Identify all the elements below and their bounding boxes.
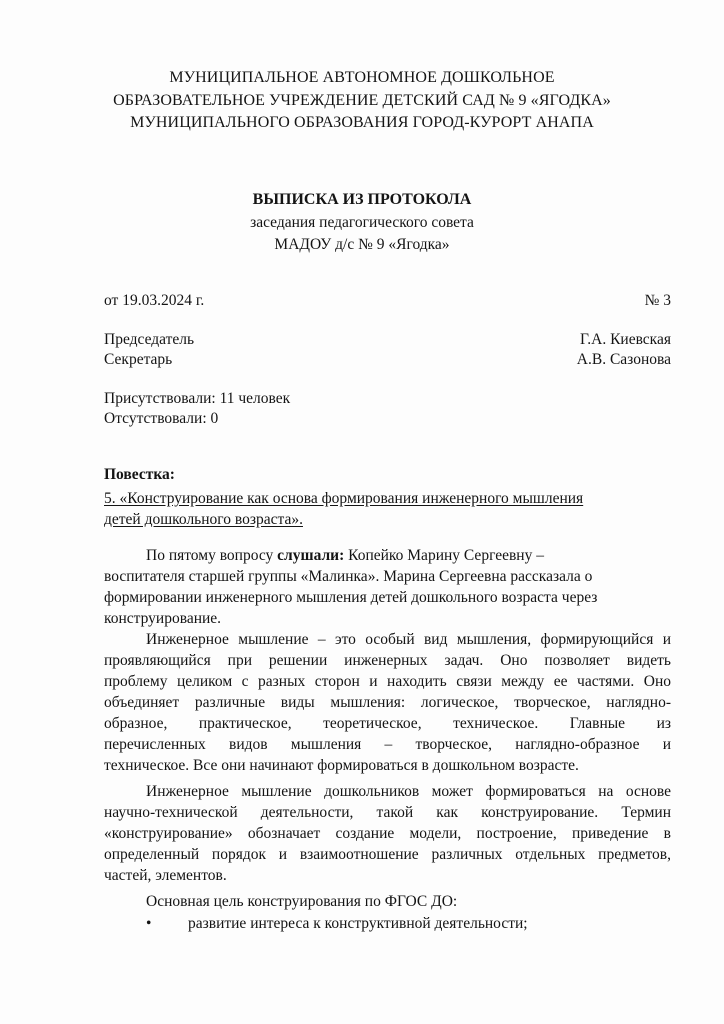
attendance-absent: Отсутствовали: 0 [104,410,219,427]
paragraph-2-line-5: образное, практическое, теоретическое, техническое. Главные из [104,715,671,732]
bullet-marker: • [146,915,152,932]
paragraph-1-rest: Копейко Марину Сергеевну – [344,547,544,564]
paragraph-2-line-2: проявляющийся при решении инженерных задач. Оно позволяет видеть [104,652,671,669]
agenda-item-line-1: 5. «Конструирование как основа формирования инженерного мышления [104,490,584,507]
chair-name: Г.А. Киевская [580,331,671,348]
paragraph-1-line-2: воспитателя старшей группы «Малинка». Марина Сергеевна рассказала о [104,568,593,585]
paragraph-1-line-4: конструирование. [104,610,222,627]
paragraph-3-line-4: определенный порядок и взаимоотношение различных отдельных предметов, [104,846,671,863]
paragraph-1-bold: слушали: [277,547,345,564]
paragraph-3-line-5: частей, элементов. [104,867,227,884]
attendance-present: Присутствовали: 11 человек [104,390,291,407]
secretary-name: А.В. Сазонова [576,351,671,368]
chair-role: Председатель [104,331,195,348]
paragraph-2-line-3: проблему целиком с разных сторон и находить связи между ее частями. Оно [104,673,671,690]
agenda-heading: Повестка: [104,466,175,483]
paragraph-2-line-7: техническое. Все они начинают формироваться в дошкольном возрасте. [104,757,579,774]
paragraph-3-line-2: научно-технической деятельности, такой как конструирование. Термин [104,804,671,821]
secretary-role: Секретарь [104,351,173,368]
paragraph-2-line-4: объединяет различные виды мышления: логическое, творческое, наглядно- [104,694,671,711]
org-name-line-2: ОБРАЗОВАТЕЛЬНОЕ УЧРЕЖДЕНИЕ ДЕТСКИЙ САД № 9 «ЯГОДКА» [113,92,611,109]
protocol-date: от 19.03.2024 г. [104,292,205,309]
paragraph-1-line-3: формировании инженерного мышления детей дошкольного возраста через [104,589,598,606]
paragraph-4-line-1: Основная цель конструирования по ФГОС ДО: [146,893,458,910]
paragraph-1-prefix: По пятому вопросу [146,547,278,564]
document-title: ВЫПИСКА ИЗ ПРОТОКОЛА [252,191,472,208]
paragraph-2-line-1: Инженерное мышление – это особый вид мышления, формирующийся и [146,631,671,648]
paragraph-1-line-1 [146,546,544,566]
org-name-line-3: МУНИЦИПАЛЬНОГО ОБРАЗОВАНИЯ ГОРОД-КУРОРТ АНАПА [130,114,594,131]
agenda-item-line-2: детей дошкольного возраста». [104,511,303,528]
org-name-line-1: МУНИЦИПАЛЬНОЕ АВТОНОМНОЕ ДОШКОЛЬНОЕ [169,69,555,86]
document-subtitle-1: заседания педагогического совета [250,214,474,231]
document-subtitle-2: МАДОУ д/с № 9 «Ягодка» [274,236,450,253]
paragraph-3-line-3: «конструирование» обозначает создание модели, построение, приведение в [104,825,671,842]
protocol-number: № 3 [644,292,671,309]
bullet-item-1: развитие интереса к конструктивной деятельности; [188,915,528,932]
paragraph-3-line-1: Инженерное мышление дошкольников может формироваться на основе [146,783,671,800]
paragraph-2-line-6: перечисленных видов мышления – творческое, наглядно-образное и [104,736,671,753]
